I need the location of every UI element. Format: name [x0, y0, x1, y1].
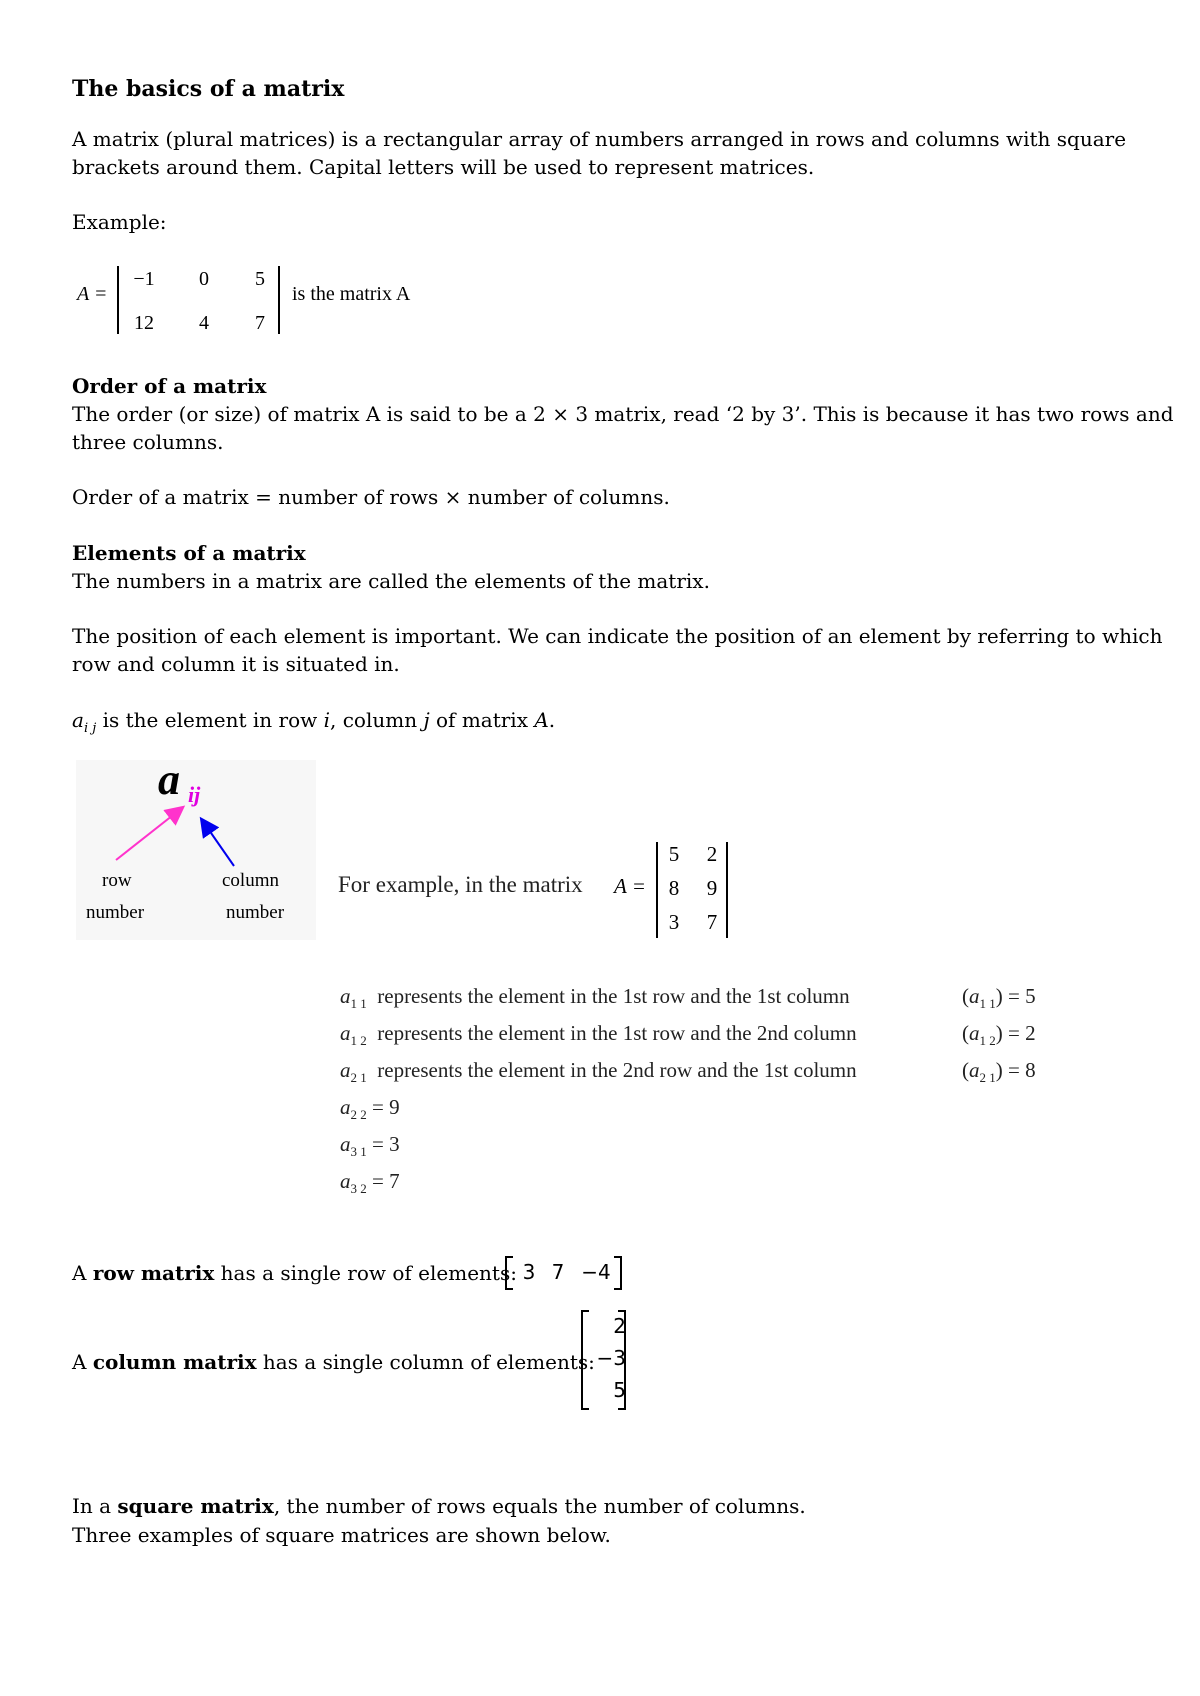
- row-matrix-term: row matrix: [92, 1261, 215, 1285]
- matrix-a-cell: 4: [199, 312, 209, 334]
- short-entry: $a_{2 2} = 9$: [340, 1095, 400, 1122]
- intro-line-1: A matrix (plural matrices) is a rectangular array of numbers arranged in rows and columns with square: [72, 127, 1127, 151]
- short-entry: $a_{3 2} = 7$: [340, 1169, 400, 1196]
- order-line-2: three columns.: [72, 430, 224, 454]
- matrix-a-cell: 12: [134, 312, 154, 334]
- matrix-a-cell: −1: [133, 268, 155, 290]
- example-label: Example:: [72, 210, 167, 234]
- row-matrix-value: 3: [522, 1260, 536, 1284]
- matrix-a2-cell: 7: [706, 910, 718, 934]
- column-matrix-value: 5: [613, 1378, 626, 1402]
- column-matrix-value: 2: [613, 1314, 626, 1338]
- matrix-a-caption: is the matrix A: [292, 283, 411, 305]
- aij-diagram: [76, 755, 316, 940]
- square-sentence: In a square matrix, the number of rows equals the number of columns.: [72, 1494, 806, 1518]
- matrix-a-cell: 7: [255, 312, 265, 334]
- row-label-2: number: [86, 902, 145, 923]
- aij-subscript: i j: [83, 721, 97, 736]
- row-label-1: row: [102, 870, 132, 891]
- aij-A: A: [534, 708, 549, 732]
- entry-value: $(a_{1 2}) = 2$: [962, 1021, 1036, 1048]
- aij-text: , column: [330, 708, 424, 732]
- elements-line-2: The position of each element is important. We can indicate the position of an element by referring to which: [72, 624, 1163, 648]
- matrix-a-left-bar: [117, 266, 119, 334]
- example2-name: A =: [614, 874, 646, 898]
- diagram-subscript: ij: [188, 782, 201, 807]
- entry-value: $(a_{1 1}) = 5$: [962, 984, 1036, 1011]
- aij-text: is the element in row: [96, 708, 324, 732]
- intro-line-2: brackets around them. Capital letters will be used to represent matrices.: [72, 155, 815, 179]
- aij-text: .: [548, 708, 556, 732]
- matrix-a2-cell: 9: [706, 876, 718, 900]
- entry-text: represents the element in the 1st row and the 2nd column: [377, 1021, 857, 1045]
- square-line-2: Three examples of square matrices are shown below.: [72, 1523, 611, 1547]
- matrix-a-name: A =: [77, 283, 108, 305]
- matrix-a-cell: 5: [255, 268, 265, 290]
- column-matrix-term: column matrix: [92, 1350, 257, 1374]
- order-formula: Order of a matrix = number of rows × number of columns.: [72, 485, 670, 509]
- row-matrix-right-bracket: [614, 1256, 622, 1290]
- aij-text: of matrix: [429, 708, 535, 732]
- entry-text: represents the element in the 2nd row and the 1st column: [377, 1058, 857, 1082]
- square-term: square matrix: [117, 1494, 274, 1518]
- row-matrix-left-bracket: [505, 1256, 513, 1290]
- matrix-a2-cell: 2: [706, 842, 718, 866]
- aij-j: j: [423, 708, 430, 732]
- row-arrow: [116, 808, 182, 860]
- entry-line: $a_{1 1}$ represents the element in the 1st row and the 1st column: [340, 984, 850, 1011]
- row-matrix-value: 7: [551, 1260, 565, 1284]
- entry-sub: 2 1: [350, 1070, 367, 1085]
- entry-line: $a_{1 2}$ represents the element in the 1st row and the 2nd column: [340, 1021, 857, 1048]
- row-matrix-sentence: A row matrix has a single row of elements:: [72, 1261, 517, 1285]
- column-matrix-value: −3: [596, 1346, 626, 1370]
- example2-lead: For example, in the matrix: [338, 872, 583, 897]
- matrix-a-cell: 0: [199, 268, 209, 290]
- entry-sub: 1 2: [350, 1033, 367, 1048]
- order-line-1: The order (or size) of matrix A is said to be a 2 × 3 matrix, read ‘2 by 3’. This is because it has two rows and: [72, 402, 1174, 426]
- col-label-2: number: [226, 902, 285, 923]
- diagram-symbol: a: [158, 755, 180, 804]
- aij-i: i: [323, 708, 331, 732]
- row-matrix-value: −4: [581, 1260, 611, 1284]
- column-matrix-sentence: A column matrix has a single column of elements:: [72, 1350, 595, 1374]
- elements-line-3: row and column it is situated in.: [72, 652, 400, 676]
- column-arrow: [202, 820, 234, 866]
- page-title: The basics of a matrix: [72, 76, 345, 102]
- matrix-a2-cell: 5: [668, 842, 680, 866]
- elements-heading: Elements of a matrix: [72, 541, 306, 565]
- entry-line: $a_{2 1}$ represents the element in the 2nd row and the 1st column: [340, 1058, 857, 1085]
- matrix-a2-cell: 3: [668, 910, 680, 934]
- short-entry: $a_{3 1} = 3$: [340, 1132, 400, 1159]
- entry-value: $(a_{2 1}) = 8$: [962, 1058, 1036, 1085]
- elements-line-1: The numbers in a matrix are called the elements of the matrix.: [72, 569, 710, 593]
- entry-text: represents the element in the 1st row and the 1st column: [377, 984, 850, 1008]
- aij-symbol: a: [72, 708, 84, 732]
- aij-sentence: [72, 708, 555, 736]
- column-matrix-right-bracket: [618, 1310, 626, 1410]
- col-label-1: column: [222, 870, 279, 891]
- entry-sub: 1 1: [350, 996, 367, 1011]
- matrix-a2-cell: 8: [668, 876, 680, 900]
- order-heading: Order of a matrix: [72, 374, 267, 398]
